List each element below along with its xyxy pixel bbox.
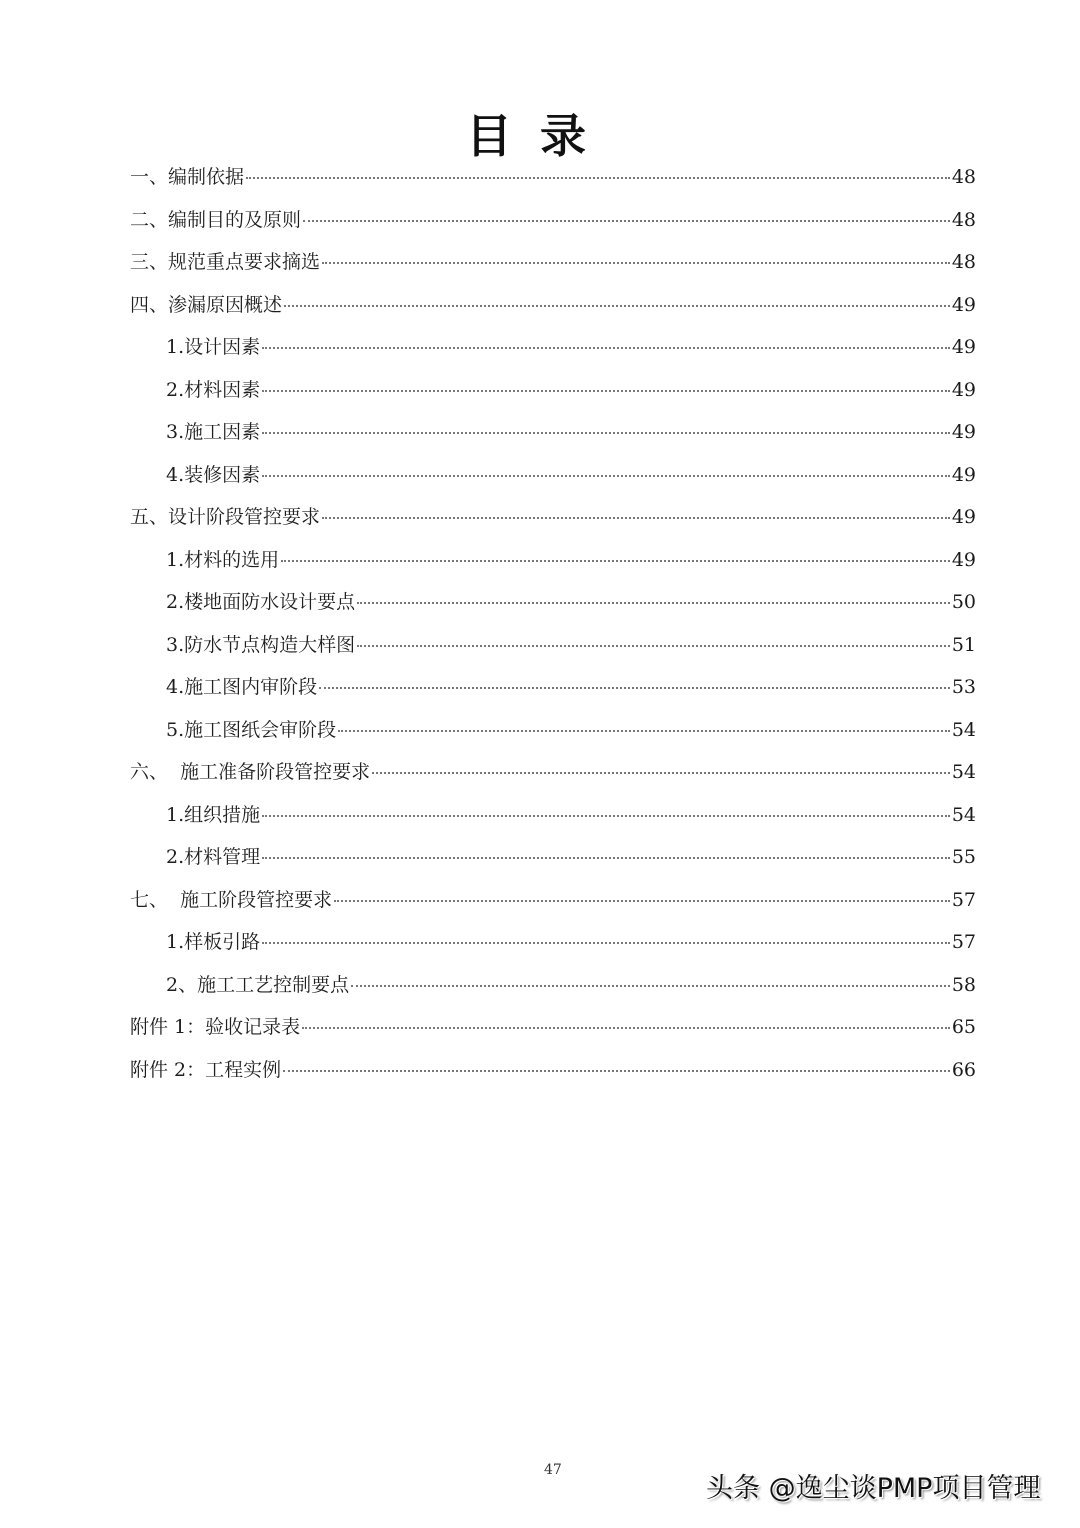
toc-entry-label: 1.材料的选用 (166, 548, 280, 571)
dot-leader (322, 262, 950, 264)
toc-entry-page: 54 (951, 803, 976, 826)
dot-leader (351, 985, 950, 987)
dot-leader (303, 220, 950, 222)
toc-entry[interactable] (130, 332, 976, 375)
toc-entry-label: 1.设计因素 (166, 336, 261, 358)
table-of-contents (130, 162, 976, 1097)
toc-entry[interactable] (130, 757, 976, 800)
toc-entry[interactable] (130, 502, 976, 545)
toc-entry-page: 50 (951, 591, 976, 613)
dot-leader (322, 517, 950, 519)
dot-leader (283, 1070, 950, 1072)
toc-entry[interactable] (130, 885, 976, 928)
toc-entry-page: 54 (951, 761, 976, 783)
toc-entry[interactable] (130, 545, 976, 588)
toc-entry[interactable] (130, 842, 976, 885)
dot-leader (357, 602, 950, 604)
toc-entry-label: 附件 2：工程实例 (130, 1058, 282, 1081)
toc-entry[interactable] (130, 417, 976, 460)
toc-entry[interactable] (130, 800, 976, 843)
toc-entry[interactable] (130, 205, 976, 248)
dot-leader (262, 815, 950, 817)
toc-entry-page: 57 (951, 931, 976, 953)
toc-entry[interactable] (130, 247, 976, 290)
toc-entry-page: 49 (951, 548, 976, 571)
toc-entry-label: 3.施工因素 (166, 421, 261, 443)
toc-entry-page: 66 (951, 1058, 976, 1081)
toc-entry[interactable] (130, 672, 976, 715)
toc-entry-label: 七、 施工阶段管控要求 (130, 888, 333, 911)
toc-entry[interactable] (130, 1055, 976, 1098)
toc-entry[interactable] (130, 970, 976, 1013)
toc-entry-label: 2.材料因素 (166, 378, 261, 401)
dot-leader (338, 730, 950, 732)
dot-leader (372, 772, 950, 774)
dot-leader (334, 900, 950, 902)
toc-entry-page: 49 (951, 378, 976, 401)
toc-entry-page: 48 (951, 166, 976, 188)
toc-entry[interactable] (130, 587, 976, 630)
toc-entry-label: 2.材料管理 (166, 846, 261, 868)
dot-leader (262, 390, 950, 392)
toc-entry-label: 四、渗漏原因概述 (130, 293, 283, 316)
toc-entry-label: 5.施工图纸会审阶段 (166, 718, 337, 741)
dot-leader (262, 857, 950, 859)
dot-leader (246, 177, 950, 179)
toc-entry-label: 附件 1：验收记录表 (130, 1016, 301, 1038)
page-number: 47 (544, 1462, 562, 1478)
dot-leader (262, 432, 950, 434)
dot-leader (302, 1027, 950, 1029)
toc-entry[interactable] (130, 1012, 976, 1055)
toc-entry-label: 六、 施工准备阶段管控要求 (130, 761, 371, 783)
toc-entry-page: 54 (951, 718, 976, 741)
toc-entry-label: 4.施工图内审阶段 (166, 676, 318, 698)
toc-entry-page: 48 (951, 208, 976, 231)
toc-entry[interactable] (130, 290, 976, 333)
page-title: 目录 (466, 109, 614, 163)
dot-leader (319, 687, 950, 689)
toc-entry-label: 3.防水节点构造大样图 (166, 633, 356, 656)
toc-entry-page: 49 (951, 293, 976, 316)
dot-leader (281, 560, 950, 562)
toc-entry-label: 一、编制依据 (130, 166, 245, 188)
toc-entry-page: 48 (951, 251, 976, 273)
toc-entry-page: 49 (951, 336, 976, 358)
toc-entry-label: 2、施工工艺控制要点 (166, 973, 350, 996)
toc-entry-label: 三、规范重点要求摘选 (130, 251, 321, 273)
watermark: 头条 @逸尘谈PMP项目管理 (706, 1473, 1041, 1504)
toc-entry-label: 1.组织措施 (166, 803, 261, 826)
toc-entry-page: 51 (951, 633, 976, 656)
toc-entry-page: 65 (951, 1016, 976, 1038)
toc-entry-page: 58 (951, 973, 976, 996)
toc-entry[interactable] (130, 715, 976, 758)
toc-entry-page: 49 (951, 506, 976, 528)
toc-entry-label: 五、设计阶段管控要求 (130, 506, 321, 528)
dot-leader (284, 305, 950, 307)
toc-entry-page: 49 (951, 421, 976, 443)
dot-leader (262, 475, 950, 477)
toc-entry[interactable] (130, 460, 976, 503)
toc-entry-label: 4.装修因素 (166, 463, 261, 486)
toc-entry-page: 57 (951, 888, 976, 911)
toc-entry-page: 55 (951, 846, 976, 868)
dot-leader (262, 347, 950, 349)
toc-entry-page: 53 (951, 676, 976, 698)
toc-entry[interactable] (130, 162, 976, 205)
dot-leader (262, 942, 950, 944)
toc-entry[interactable] (130, 927, 976, 970)
toc-entry[interactable] (130, 630, 976, 673)
toc-entry-label: 1.样板引路 (166, 931, 261, 953)
toc-entry-page: 49 (951, 463, 976, 486)
dot-leader (357, 645, 950, 647)
toc-entry-label: 二、编制目的及原则 (130, 208, 302, 231)
toc-entry[interactable] (130, 375, 976, 418)
toc-entry-label: 2.楼地面防水设计要点 (166, 591, 356, 613)
